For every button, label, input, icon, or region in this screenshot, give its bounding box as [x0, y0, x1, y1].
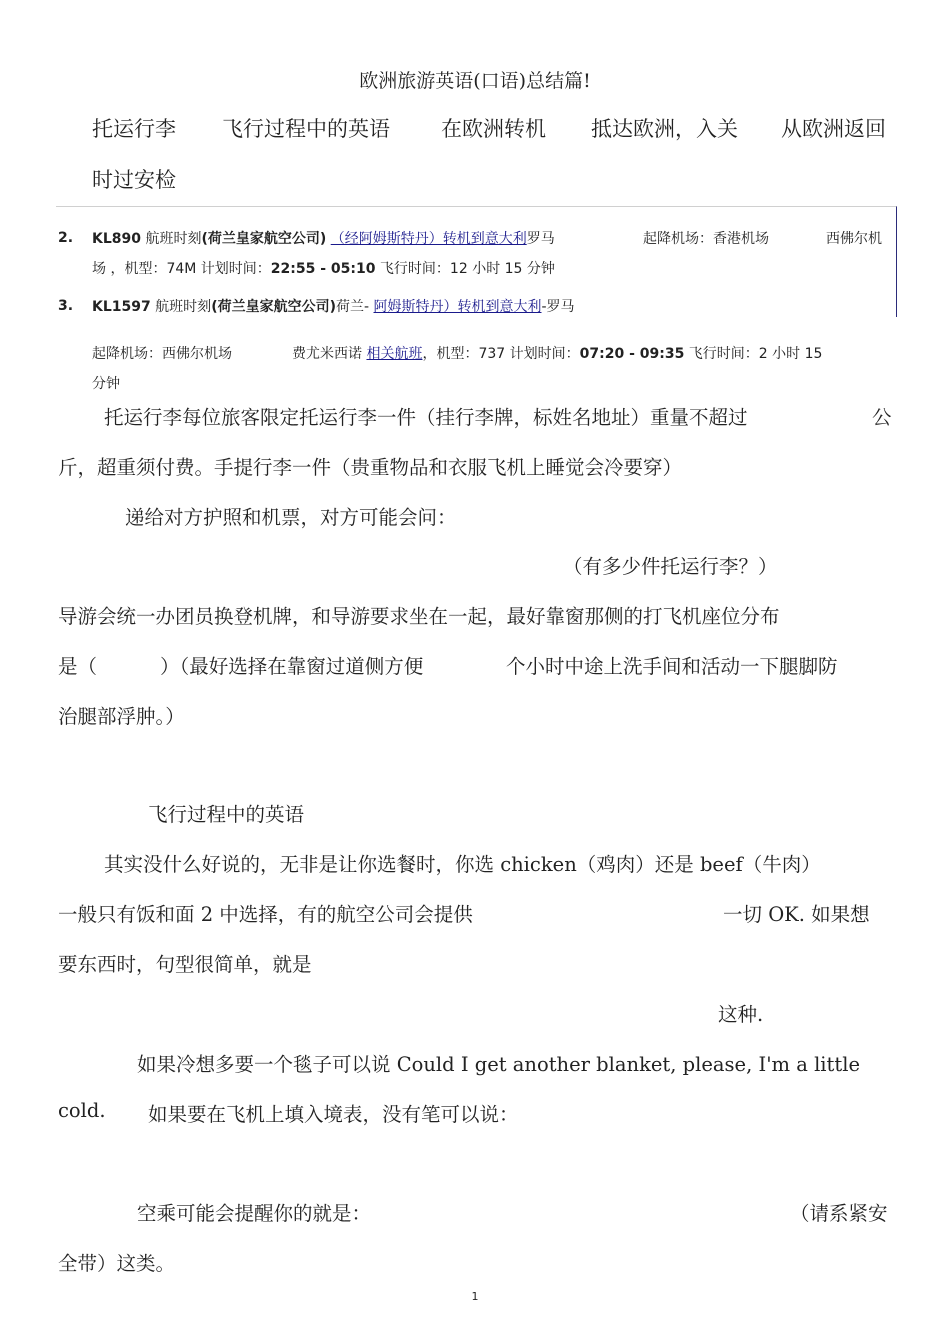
flight-3-label: 航班时刻: [150, 299, 212, 315]
seatbelt-paragraph-line1a: 空乘可能会提醒你的就是：: [137, 1202, 372, 1225]
flight-3-duration: 飞行时间：2 小时 15: [684, 346, 823, 362]
baggage-paragraph-line2: 斤，超重须付费。手提行李一件（贵重物品和衣服飞机上睡觉会冷要穿）: [58, 456, 683, 479]
flight-2-label: 航班时刻: [141, 231, 202, 247]
meal-paragraph-line2a: 一般只有饭和面 2 中选择，有的航空公司会提供: [58, 903, 473, 926]
flight-3-time: 07:20 - 09:35: [579, 346, 685, 362]
flight-2-route-link[interactable]: （经阿姆斯特丹）转机到意大利: [330, 231, 527, 247]
flight-2-duration: 飞行时间：12 小时 15 分钟: [375, 261, 555, 277]
flight-2-airline: (荷兰皇家航空公司): [201, 231, 327, 247]
flight-3-line3: [292, 343, 822, 363]
seat-paragraph-line1: 导游会统一办团员换登机牌，和导游要求坐在一起，最好靠窗那侧的打飞机座位分布: [58, 605, 780, 628]
meal-paragraph-line4: 这种.: [718, 1003, 764, 1026]
page-number: 1: [471, 1290, 479, 1303]
flight-2-line1: [92, 228, 555, 248]
flight-3-number: 3.: [58, 298, 74, 314]
blanket-paragraph-line1: 如果冷想多要一个毯子可以说 Could I get another blanket, please, I'm a little: [137, 1053, 860, 1076]
nav-arrive-europe: 抵达欧洲，入关: [591, 117, 738, 141]
seat-paragraph-part1: 是（: [58, 655, 98, 678]
passport-paragraph: 递给对方护照和机票，对方可能会问：: [125, 506, 457, 529]
flight-3-code: KL1597: [92, 299, 151, 315]
section-heading-in-flight: 飞行过程中的英语: [148, 803, 305, 826]
flight-2-line2: [92, 258, 555, 278]
flight-3-airports: 起降机场：西佛尔机场: [92, 346, 232, 362]
flight-3-dest: -罗马: [541, 299, 575, 315]
baggage-paragraph-line1: 托运行李每位旅客限定托运行李一件（挂行李牌，标姓名地址）重量不超过: [104, 406, 748, 429]
flight-2-time: 22:55 - 05:10: [270, 261, 376, 277]
flight-3-arrive: 费尤米西诺: [292, 346, 367, 362]
blanket-paragraph-line2a: cold.: [58, 1099, 106, 1122]
related-flights-link[interactable]: 相关航班: [366, 346, 423, 362]
flight-3-airline: (荷兰皇家航空公司): [211, 299, 336, 315]
flight-2-arrive: 西佛尔机: [826, 231, 882, 247]
seat-paragraph-line3: 治腿部浮肿。）: [58, 705, 185, 728]
page-title: 欧洲旅游英语(口语)总结篇!: [359, 70, 591, 92]
meal-paragraph-line2b: 一切 OK. 如果想: [723, 903, 870, 926]
seatbelt-paragraph-line2: 全带）这类。: [58, 1252, 176, 1275]
flight-3-aircraft: ，机型：737 计划时间：: [422, 346, 580, 362]
flight-2-code: KL890: [92, 231, 141, 247]
baggage-question: （有多少件托运行李？）: [563, 555, 778, 578]
flight-3-route-link[interactable]: 阿姆斯特丹）转机到意大利: [373, 299, 542, 315]
flight-3-origin: 荷兰-: [335, 299, 374, 315]
flight-2-aircraft: 场 ，机型：74M 计划时间：: [92, 261, 271, 277]
blanket-paragraph-line2b: 如果要在飞机上填入境表，没有笔可以说：: [148, 1103, 519, 1126]
nav-in-flight-english: 飞行过程中的英语: [222, 117, 390, 141]
flight-2-number: 2.: [58, 230, 74, 246]
nav-security-check: 时过安检: [92, 168, 176, 192]
flight-3-minutes: 分钟: [92, 376, 120, 392]
meal-paragraph-line3: 要东西时，句型很简单，就是: [58, 953, 312, 976]
seat-paragraph-part2: ）（最好选择在靠窗过道侧方便: [160, 655, 424, 678]
nav-return-europe: 从欧洲返回: [781, 117, 886, 141]
flight-2-dest: 罗马: [526, 231, 555, 247]
flight-3-line1: [92, 296, 575, 316]
seat-paragraph-part3: 个小时中途上洗手间和活动一下腿脚防: [506, 655, 838, 678]
meal-paragraph-line1: 其实没什么好说的，无非是让你选餐时，你选 chicken（鸡肉）还是 beef（牛肉）: [104, 853, 821, 876]
nav-transfer-europe: 在欧洲转机: [441, 117, 546, 141]
nav-checked-baggage: 托运行李: [92, 117, 176, 141]
seatbelt-paragraph-line1b: （请系紧安: [790, 1202, 888, 1225]
flight-2-depart: 起降机场：香港机场: [643, 231, 769, 247]
baggage-paragraph-unit: 公: [872, 406, 892, 429]
